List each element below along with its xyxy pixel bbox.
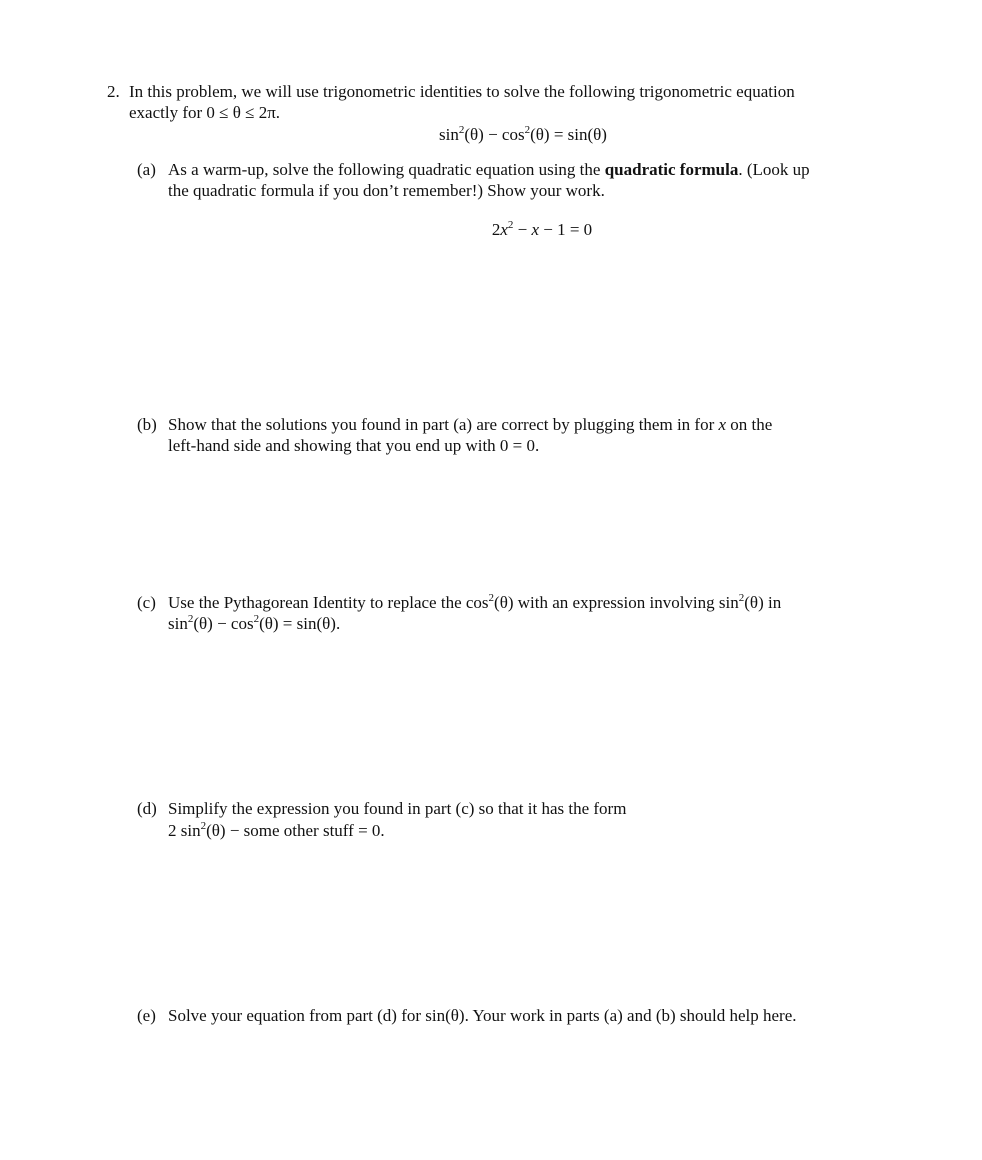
part-a-label: (a) [137,160,156,179]
part-a-line1: As a warm-up, solve the following quadratic equation using the quadratic formula. (Look up [168,160,810,179]
main-equation: $\sin^2(\theta) - \cos^2(\theta) = \sin(\theta)$ [439,124,607,144]
problem-intro-line2: exactly for 0 ≤ θ ≤ 2π. [129,103,281,122]
part-b-label: (b) [137,415,157,434]
part-a-line2: the quadratic formula if you don’t remember!) Show your work. [168,181,605,200]
part-e-label: (e) [137,1006,156,1025]
part-e-line1: Solve your equation from part (d) for sin(θ). Your work in parts (a) and (b) should help here. [168,1006,797,1025]
part-b-line2: left-hand side and showing that you end up with 0 = 0. [168,436,540,455]
problem-number: 2. [107,82,120,101]
part-d-line2: 2 $\sin^2(\theta)$ − some other stuff = 0. [168,820,385,840]
part-c-line1: Use the Pythagorean Identity to replace the $\cos^2(\theta)$ with an expression involving $\sin^2(\theta)$ in [168,592,782,612]
theta-range: 0 ≤ θ ≤ 2π. [206,103,281,122]
quadratic-formula-emphasis: quadratic formula [604,160,739,179]
part-c-label: (c) [137,593,156,612]
part-d-line1: Simplify the expression you found in part (c) so that it has the form [168,799,627,818]
part-d-label: (d) [137,799,157,818]
part-b-line1: Show that the solutions you found in part (a) are correct by plugging them in for x on the [168,415,773,434]
part-c-line2: $\sin^2(\theta) - \cos^2(\theta) = \sin(\theta)$. [168,613,341,633]
problem-intro-line1: In this problem, we will use trigonometric identities to solve the following trigonometric equation [129,82,795,101]
quadratic-equation: $2x^2 - x - 1 = 0$ [491,219,593,239]
